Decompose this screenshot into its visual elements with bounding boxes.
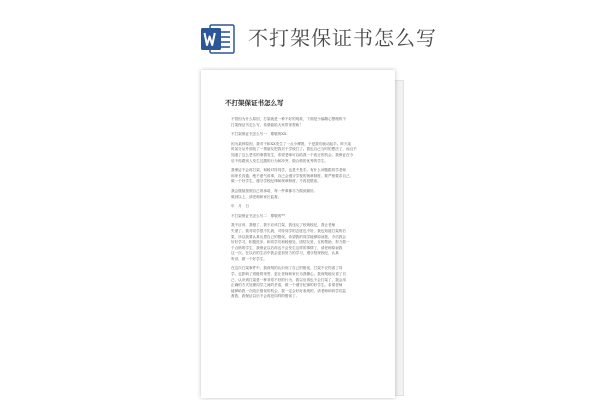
document-line: 学，也影响了班级的荣誉，更让老师和家长为我操心。我深刻地反省了自: [231, 272, 346, 277]
header: [0, 0, 600, 62]
document-line: 我会继续按照自己的承诺，每一件事都尽力做到最好。: [231, 188, 318, 193]
document-line: 不管因为什么原因，打架就是一种不好的现象，下面是小编精心整理的不: [231, 117, 346, 121]
document-line: 因为某种原因，我对于和XX发生了一点小摩擦，于是我们就动起手。昨天某: [231, 141, 352, 146]
document-line: 后不再跟别人发生过激的行为和冲突，做合格的优秀的学生。: [231, 158, 329, 163]
document-line: 做到以上，请老师和家长监督。: [231, 194, 282, 199]
document-line: 果，所以我要认真反思自己的错误，希望我的同学能够原谅我，今后我会: [231, 234, 346, 239]
document-page: [201, 70, 395, 398]
document-body: [225, 98, 373, 300]
document-line: 做一个好学生，遵守学校纪律和规章制度，不再犯错误。: [231, 179, 321, 184]
document-line: 在这次打架事件中，我深刻的认识到了自己的错误，打架不仅伤害了同: [231, 266, 343, 271]
document-line: 我不应该、我错了、我不应该打架、我违反了校规校纪，我让老师: [231, 223, 336, 228]
document-line: 这一次。在以后的生活中我会更加努力的学习，遵守校规校纪，认真: [231, 251, 339, 256]
document-line: 督我，我保证以后不会再犯同样的错误了。: [231, 294, 300, 299]
document-line: 不打架保证书怎么写一 尊敬的XX：: [231, 132, 291, 137]
document-line: 正确的方式处理同学之间的矛盾，做一个遵守纪律的好学生。希望老师: [231, 283, 343, 288]
word-document-icon: [200, 21, 236, 57]
document-line: 时某分从外面找了一帮朋友把我对于学校打了。我也自己当时的想法了，而且不: [231, 147, 357, 152]
document-line: 打架保证书怎么写，希望能给大家带来帮助！: [231, 122, 303, 127]
document-line: 我保证不会再打架，和睦对待同学，也是不是手。有什么问题跟同学老师: [231, 168, 346, 173]
document-line: 知道了这么恶劣的事情发生，希望老师可以给我一个改正的机会。我保证在今: [231, 152, 354, 157]
document-line: 己，认识到打架是一种非常不好的行为，我以后再也不会打架了，我会用: [231, 277, 346, 282]
document-text: [225, 117, 373, 300]
document-line: 和家长沟通，绝不意气用事，自己会遵守学校的规章制度，要严格要求自己，: [231, 173, 354, 178]
document-line: 失望了。我对同学很不礼貌，对待同学的态度也不好，我也知道打架的后: [231, 228, 346, 233]
document-title: 不打架保证书怎么写: [225, 99, 284, 107]
document-line: 年 月 日: [231, 204, 249, 209]
page-title: 不打架保证书怎么写: [248, 26, 437, 50]
document-line: 能够给我一次改正错误的机会，我一定会好好表现的，请老师和同学们监: [231, 288, 346, 293]
document-line: 好好学习，积极进步，和同学们和睦相处，团结友爱，互相帮助，努力做一: [231, 240, 350, 245]
document-line: 不打架保证书怎么写二 尊敬的**：: [231, 213, 289, 218]
document-line: 个合格的学生，我保证以后再也不会发生这样的事情了，请老师原谅我: [231, 245, 343, 250]
document-line: 听讲，做一个好学生。: [231, 256, 267, 261]
